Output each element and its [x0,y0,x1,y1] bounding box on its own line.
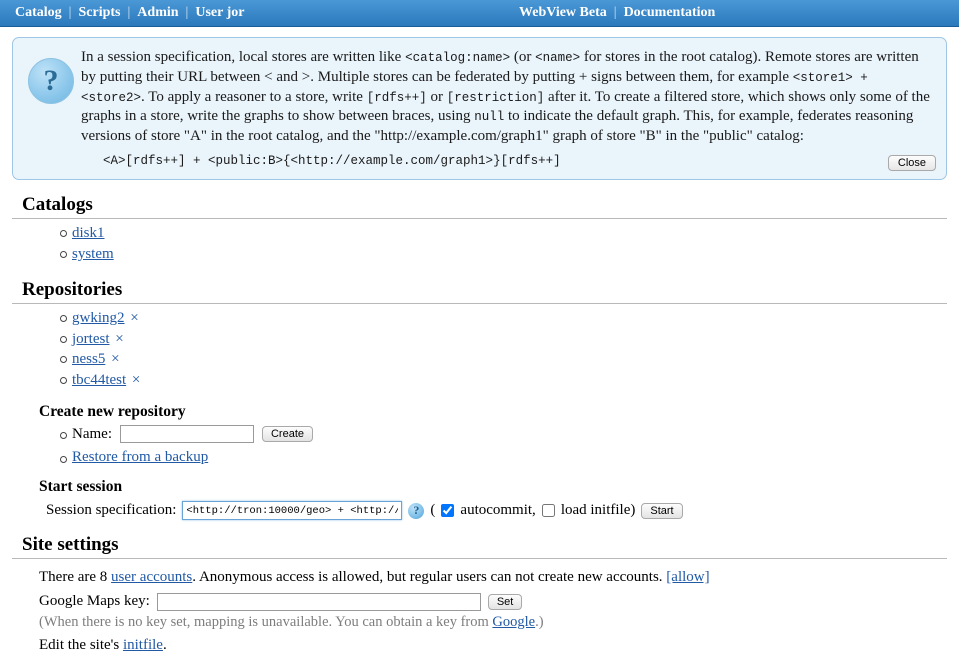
load-initfile-label: load initfile) [560,502,636,519]
list-item [72,349,947,370]
help-text-part3: for stores in the root catalog). Remote stores are written by putting their URL between < and >. Multiple stores can be federated by putting + signs between them, for example [81,49,919,85]
google-link[interactable]: Google [492,613,536,630]
start-session-heading: Start session [39,478,123,496]
edit-text-pre: Edit the site's [39,636,123,653]
catalog-link-system[interactable]: system [72,246,114,263]
edit-initfile-line [12,637,947,654]
remove-repository-icon[interactable]: × [111,351,120,368]
google-maps-key-label: Google Maps key: [39,593,150,610]
help-text [77,48,934,169]
list-item [72,370,947,391]
autocommit-checkbox[interactable] [441,504,454,517]
question-mark-icon: ? [28,58,74,104]
nav-item-webview-beta[interactable]: WebView Beta [519,5,607,20]
catalog-link-disk1[interactable]: disk1 [72,225,105,242]
help-icon-container [25,48,77,169]
nav-item-admin[interactable]: Admin [137,5,179,20]
main-content [0,194,959,653]
help-code-null: null [474,110,505,125]
nav-left-group [8,5,251,21]
nav-separator: | [127,5,131,20]
repository-link-ness5[interactable]: ness5 [72,351,106,368]
help-code-federation: <store1> + <store2> [81,70,868,105]
google-maps-note [12,614,947,631]
help-panel [12,37,947,180]
autocommit-label: autocommit, [460,502,536,519]
session-row [12,501,947,520]
divider [12,558,947,559]
user-accounts-line [12,566,947,589]
user-accounts-link[interactable]: user accounts [111,569,193,586]
remove-repository-icon[interactable]: × [115,330,124,347]
list-item [72,223,947,244]
nav-separator: | [185,5,189,20]
remove-repository-icon[interactable]: × [131,371,141,388]
create-repository-heading: Create new repository [39,402,186,420]
help-text-part1: In a session specification, local stores are written like [81,49,406,65]
help-text-part2: (or [510,49,536,65]
autocommit-group [441,502,535,519]
catalogs-heading: Catalogs [22,194,93,216]
repositories-list [12,308,947,391]
nav-separator: | [613,5,617,20]
divider [12,303,947,304]
edit-text-post: . [162,636,167,653]
initfile-link[interactable]: initfile [122,636,163,653]
nav-item-documentation[interactable]: Documentation [623,5,716,20]
list-item [72,329,947,350]
google-maps-key-input[interactable] [157,593,481,611]
nav-item-catalog[interactable]: Catalog [15,5,62,20]
repository-name-label: Name: [72,425,112,442]
help-text-part5: or [426,88,447,105]
repository-name-input[interactable] [120,425,254,443]
help-text-part6: after it. To create a filtered store, which shows only some of the graphs in a store, write the graphs to show between braces, using [81,88,930,125]
help-code-name: <name> [535,51,581,65]
question-mark-icon[interactable]: ? [408,503,424,519]
initfile-group [542,502,636,519]
catalogs-list [12,223,947,264]
paren-open: ( [430,502,436,519]
repositories-heading: Repositories [22,278,123,300]
nav-item-user[interactable]: User jor [195,5,245,20]
note-text-pre: (When there is no key set, mapping is unavailable. You can obtain a key from [39,613,493,630]
help-example-code: <A>[rdfs++] + <public:B>{<http://example.com/graph1>}[rdfs++] [103,153,561,168]
help-code-rdfs: [rdfs++] [366,90,427,105]
load-initfile-checkbox[interactable] [542,504,555,517]
create-repository-row [12,423,947,446]
help-code-catalog-name: <catalog:name> [405,51,511,65]
start-button[interactable]: Start [641,503,682,519]
google-maps-key-row [12,593,947,611]
restore-from-backup-link[interactable]: Restore from a backup [72,449,209,466]
list-item [72,244,947,265]
remove-repository-icon[interactable]: × [130,309,139,326]
help-text-part7: to indicate the default graph. This, for example, federates reasoning versions of store "A" in the root catalog, and the "http://example.com/graph1" graph of store "B" in the "public" catalog: [81,108,914,145]
set-button[interactable]: Set [488,594,523,610]
list-item [72,308,947,329]
site-settings-heading: Site settings [22,534,119,556]
session-specification-label: Session specification: [46,502,177,519]
accounts-text-post: . Anonymous access is allowed, but regular users can not create new accounts. [192,569,667,586]
repository-link-gwking2[interactable]: gwking2 [72,309,125,326]
session-specification-input[interactable] [182,501,402,520]
nav-item-scripts[interactable]: Scripts [78,5,121,20]
create-button[interactable]: Create [262,426,313,442]
close-button[interactable]: Close [888,155,936,171]
allow-link[interactable]: [allow] [666,569,710,586]
nav-separator: | [68,5,72,20]
divider [12,218,947,219]
repository-link-jortest[interactable]: jortest [72,330,110,347]
help-text-part4: . To apply a reasoner to a store, write [141,88,367,105]
nav-right-group [512,0,722,26]
note-text-post: .) [535,613,544,630]
repository-link-tbc44test[interactable]: tbc44test [72,371,127,388]
help-code-restriction: [restriction] [446,90,545,105]
top-navigation-bar [0,0,959,27]
accounts-text-pre: There are 8 [39,569,112,586]
restore-backup-row [12,449,947,466]
